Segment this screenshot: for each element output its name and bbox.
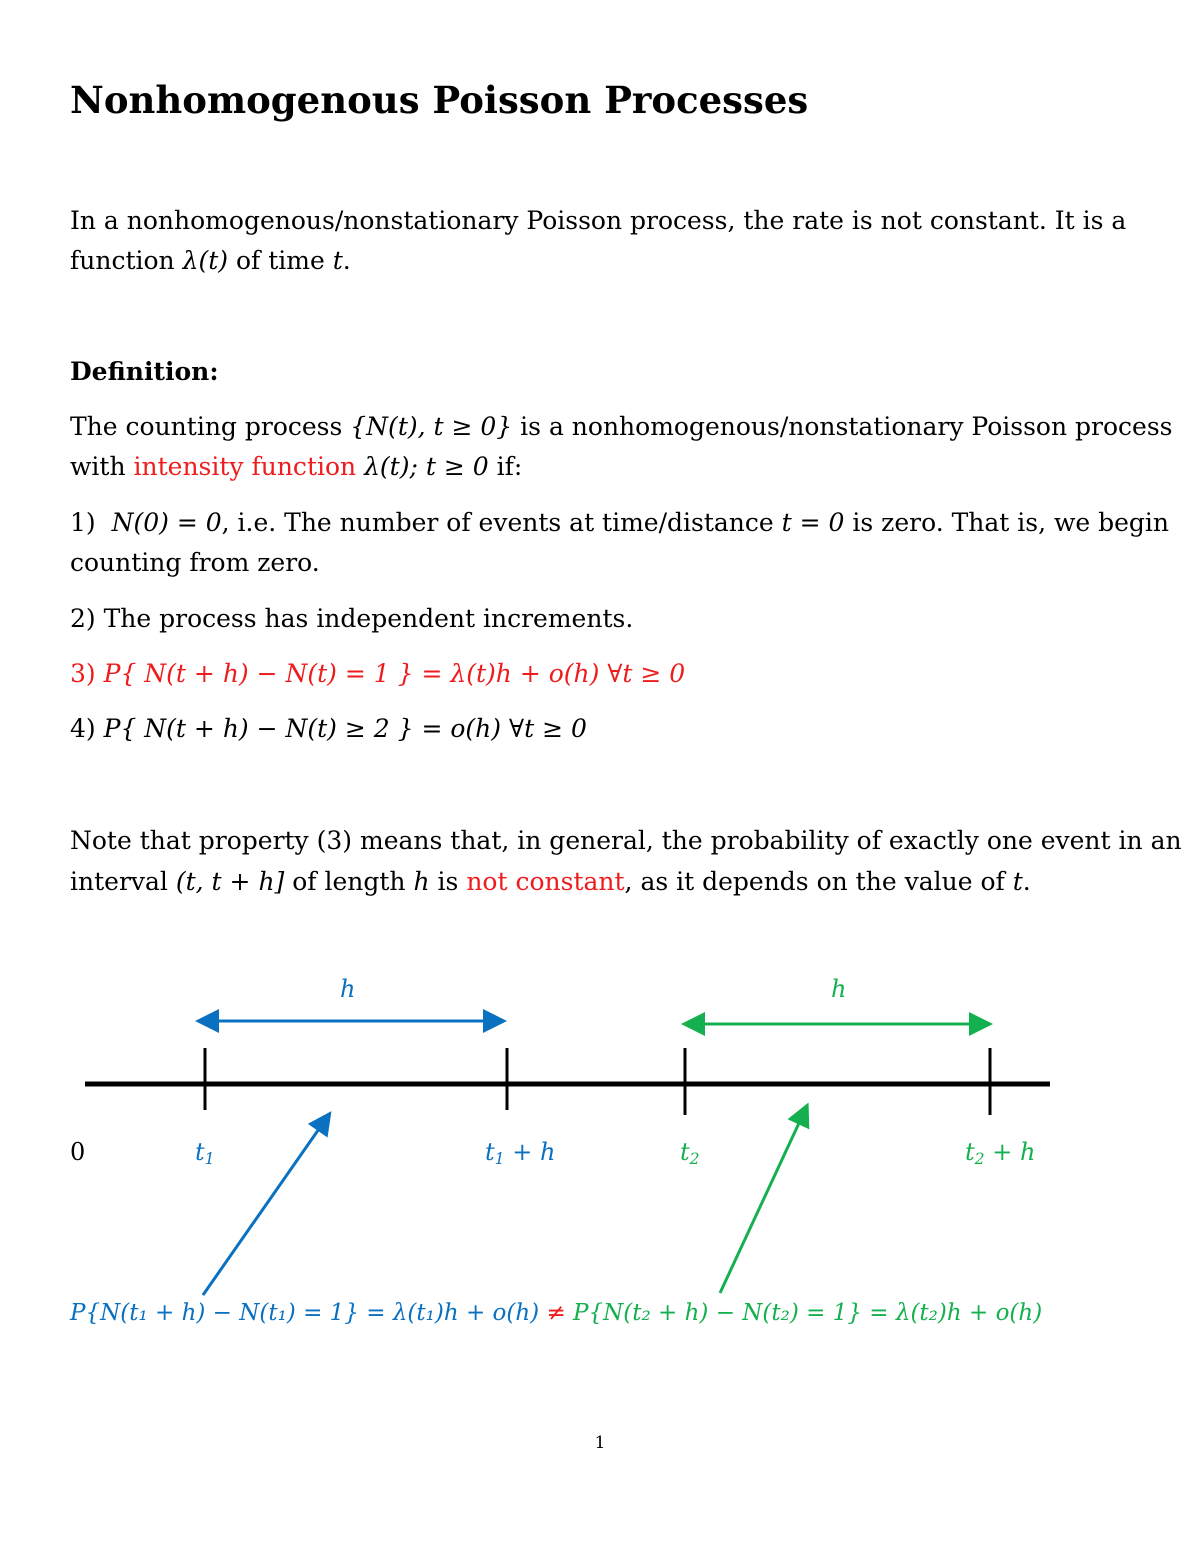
t2h-base: t	[965, 1138, 975, 1166]
item-number: 1)	[70, 508, 96, 537]
t1h-sub: 1	[494, 1149, 505, 1168]
def-if: if:	[488, 452, 523, 481]
property-4	[70, 713, 587, 745]
item-number: 4)	[70, 714, 96, 743]
process-set: {N(t), t ≥ 0}	[350, 412, 513, 441]
t2h-tail: + h	[984, 1138, 1036, 1166]
item-number: 3)	[70, 659, 96, 688]
note-line-1: Note that property (3) means that, in general, the probability of exactly one event in an	[70, 826, 1182, 855]
definition-line-2	[70, 451, 522, 483]
t-symbol: t	[1012, 867, 1023, 896]
note-text: interval	[70, 867, 176, 896]
property-1-cont: counting from zero.	[70, 548, 320, 577]
property-3	[70, 658, 685, 690]
intro-text-mid: of time	[228, 246, 333, 275]
page-number: 1	[594, 1433, 606, 1453]
t2-plus-h-label	[965, 1137, 1035, 1174]
note-text-end: , as it depends on the value of	[624, 867, 1013, 896]
intro-text: function	[70, 246, 183, 275]
interval-math: (t, t + h]	[175, 867, 285, 896]
t2-base: t	[680, 1138, 690, 1166]
comparison-formula	[70, 1298, 1042, 1328]
def-text: The counting process	[70, 412, 351, 441]
property-1	[70, 507, 1169, 539]
h-label-green: h	[831, 975, 847, 1003]
t1h-base: t	[485, 1138, 495, 1166]
pointer-arrow-green	[720, 1108, 806, 1293]
note-period: .	[1022, 867, 1031, 896]
t2-sub: 2	[689, 1149, 700, 1168]
page-title: Nonhomogenous Poisson Processes	[70, 78, 809, 122]
definition-line-1	[70, 411, 1173, 443]
note-is: is	[429, 867, 467, 896]
n0-equals-0: N(0) = 0	[111, 508, 222, 537]
h-symbol: h	[413, 867, 430, 896]
pointer-arrow-blue	[203, 1116, 328, 1295]
formula-blue: P{N(t₁ + h) − N(t₁) = 1} = λ(t₁)h + o(h)	[70, 1300, 540, 1326]
t1-sub: 1	[204, 1149, 215, 1168]
h-label-blue: h	[340, 975, 356, 1003]
t-symbol: t	[332, 246, 343, 275]
t2-label	[680, 1137, 700, 1174]
not-equal-sign: ≠	[539, 1300, 574, 1326]
note-line-2	[70, 866, 1031, 898]
t-equals-0: t = 0	[781, 508, 845, 537]
lambda-t: λ(t)	[182, 246, 229, 275]
def-text-post: is a nonhomogenous/nonstationary Poisson process	[512, 412, 1173, 441]
zero-label: 0	[70, 1138, 86, 1166]
intro-period: .	[342, 246, 351, 275]
intro-line-1: In a nonhomogenous/nonstationary Poisson process, the rate is not constant. It is a	[70, 206, 1127, 235]
item1-text-2: is zero. That is, we begin	[844, 508, 1170, 537]
t1-plus-h-label	[485, 1137, 555, 1174]
t1-base: t	[195, 1138, 205, 1166]
intensity-function-term: intensity function	[133, 452, 357, 481]
intensity-math: λ(t); t ≥ 0	[356, 452, 489, 481]
item1-text: , i.e. The number of events at time/distance	[221, 508, 782, 537]
not-constant-term: not constant	[466, 867, 625, 896]
property-3-formula: P{ N(t + h) − N(t) = 1 } = λ(t)h + o(h) ∀t ≥ 0	[103, 659, 686, 688]
t1-label	[195, 1137, 215, 1174]
note-text-mid: of length	[284, 867, 414, 896]
property-4-formula: P{ N(t + h) − N(t) ≥ 2 } = o(h) ∀t ≥ 0	[103, 714, 587, 743]
def-with: with	[70, 452, 134, 481]
formula-green: P{N(t₂ + h) − N(t₂) = 1} = λ(t₂)h + o(h)	[573, 1300, 1043, 1326]
definition-heading: Definition:	[70, 357, 219, 386]
property-2: 2) The process has independent increments.	[70, 604, 634, 633]
intro-line-2	[70, 245, 351, 277]
t2h-sub: 2	[974, 1149, 985, 1168]
t1h-tail: + h	[504, 1138, 556, 1166]
